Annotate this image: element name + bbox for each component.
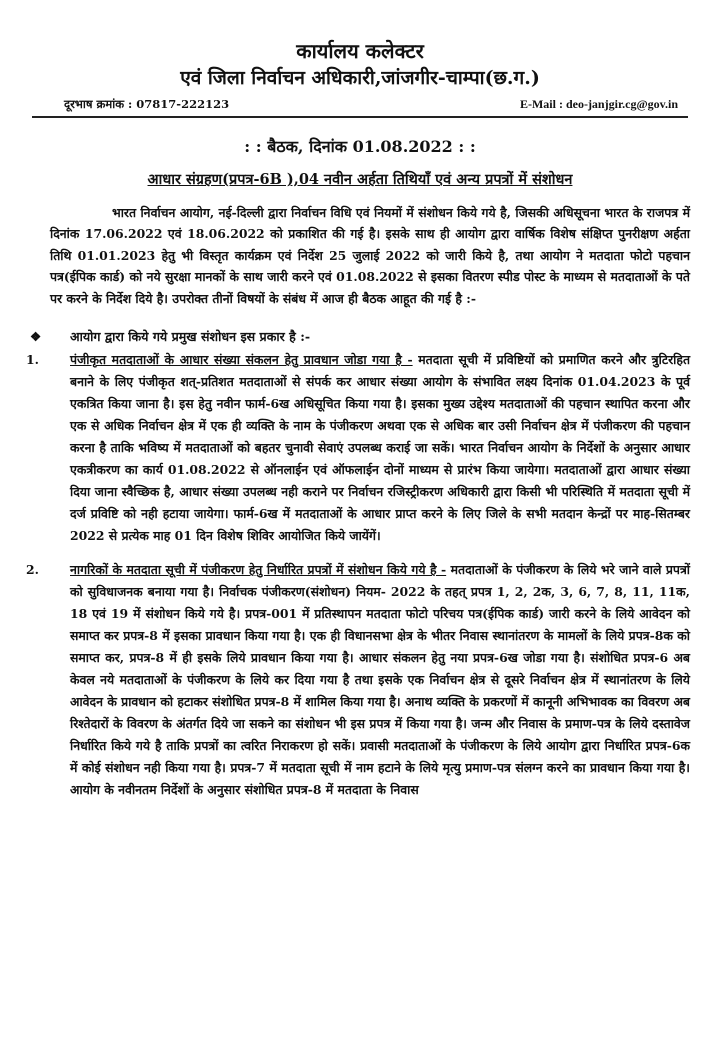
diamond-bullet-icon: ❖ bbox=[30, 329, 42, 345]
subject-line: आधार संग्रहण(प्रपत्र-6B ),04 नवीन अर्हता तिथियाँ एवं अन्य प्रपत्रों में संशोधन bbox=[147, 171, 573, 188]
point-lead: नागरिकों के मतदाता सूची में पंजीकरण हेतु निर्धारित प्रपत्रों में संशोधन किये गये है - bbox=[70, 562, 447, 578]
amendment-point-2 bbox=[22, 559, 698, 801]
amendments-heading-text: आयोग द्वारा किये गये प्रमुख संशोधन इस प्रकार है :- bbox=[70, 329, 311, 345]
point-number: 2. bbox=[26, 562, 39, 578]
header-divider bbox=[32, 116, 688, 118]
point-lead: पंजीकृत मतदाताओं के आधार संख्या संकलन हेतु प्रावधान जोडा गया है - bbox=[70, 352, 413, 368]
intro-paragraph: भारत निर्वाचन आयोग, नई-दिल्ली द्वारा निर्वाचन विधि एवं नियमों में संशोधन किये गये है, जिसकी अधिसूचना भारत के राजपत्र में दिनांक 17.06.2022 एवं 18.06.2022 को प्रकाशित की गई है। इसके साथ ही आयोग द्वारा वार्षिक विशेष संक्षिप्त पुनरीक्षण अर्हता तिथि 01.01.2023 हेतु भी विस्तृत कार्यक्रम एवं निर्देश 25 जुलाई 2022 को जारी किये है, तथा आयोग ने मतदाता फोटो पहचान पत्र(ईपिक कार्ड) को नये सुरक्षा मानकों के साथ जारी करने एवं 01.08.2022 से इसका वितरण स्पीड पोस्ट के माध्यम से मतदाताओं के पते पर करने के निर्देश दिये है। उपरोक्त तीनों विषयों के संबंध में आज ही बैठक आहूत की गई है :- bbox=[50, 205, 690, 306]
office-title: कार्यालय कलेक्टर bbox=[296, 39, 424, 63]
point-text: मतदाता सूची में प्रविष्टियों को प्रमाणित करने और त्रुटिरहित बनाने के लिए पंजीकृत शत्-प्रतिशत मतदाताओं से संपर्क कर आधार संख्या आयोग के संभावित लक्ष्य दिनांक 01.04.2023 के पूर्व एकत्रित किया जाना है। इस हेतु नवीन फार्म-6ख अधिसूचित किया गया है। इसका मुख्य उद्देश्य मतदाताओं की पहचान स्थापित करना और एक से अधिक निर्वाचन क्षेत्र में एक ही व्यक्ति के नाम के पंजीकरण अथवा एक से अधिक बार उसी निर्वाचन क्षेत्र में पंजीकरण की पहचान करना है ताकि भविष्य में मतदाताओं को बहतर चुनावी सेवाएं उपलब्ध कराई जा सकें। भारत निर्वाचन आयोग के निर्देशों के अनुसार आधार एकत्रीकरण का कार्य 01.08.2022 से ऑनलाईन एवं ऑफलाईन दोनों माध्यम से प्रारंभ किया जायेगा। मतदाताओं द्वारा आधार संख्या दिया जाना स्वैच्छिक है, आधार संख्या उपलब्ध नही कराने पर निर्वाचन रजिस्ट्रीकरण अधिकारी द्वारा किसी भी परिस्थिति में मतदाता सूची में दर्ज प्रविष्टि को नही हटाया जायेगा। फार्म-6ख में मतदाताओं के आधार प्राप्त करने के लिए जिले के सभी मतदान केन्द्रों पर माह-सितम्बर 2022 से प्रत्येक माह 01 दिन विशेष शिविर आयोजित किये जायेंगें। bbox=[70, 352, 691, 544]
point-text: मतदाताओं के पंजीकरण के लिये भरे जाने वाले प्रपत्रों को सुविधाजनक बनाया गया है। निर्वाचक पंजीकरण(संशोधन) नियम- 2022 के तहत् प्रपत्र 1, 2, 2क, 3, 6, 7, 8, 11, 11क, 18 एवं 19 में संशोधन किये गये है। प्रपत्र-001 में प्रतिस्थापन मतदाता फोटो परिचय पत्र(ईपिक कार्ड) जारी करने के लिये आवेदन को समाप्त कर प्रपत्र-8 में इसका प्रावधान किया गया है। एक ही विधानसभा क्षेत्र के भीतर निवास स्थानांतरण के मामलों के लिये प्रपत्र-8क को समाप्त कर, प्रपत्र-8 में ही इसके लिये प्रावधान किया गया है। आधार संकलन हेतु नया प्रपत्र-6ख जोडा गया है। संशोधित प्रपत्र-6 अब केवल नये मतदाताओं के पंजीकरण के लिये कर दिया गया है तथा इसके एक निर्वाचन क्षेत्र से दूसरे निर्वाचन क्षेत्र में स्थानांतरण के लिये आवेदन के प्रावधान को हटाकर संशोधित प्रपत्र-8 में शामिल किया गया है। अनाथ व्यक्ति के प्रकरणों में कानूनी अभिभावक का विवरण अब रिश्तेदारों के विवरण के अंतर्गत दिये जा सकने का संशोधन भी इस प्रपत्र में किया गया है। जन्म और निवास के प्रमाण-पत्र के लिये दस्तावेज निर्धारित किये गये है ताकि प्रपत्रों का त्वरित निराकरण हो सकें। प्रवासी मतदाताओं के पंजीकरण के लिये आयोग द्वारा निर्धारित प्रपत्र-6क में कोई संशोधन नही किया गया है। प्रपत्र-7 में मतदाता सूची में नाम हटाने के लिये मृत्यु प्रमाण-पत्र संलग्न करने का प्रावधान किया गया है। आयोग के नवीनतम निर्देशों के अनुसार संशोधित प्रपत्र-8 में मतदाता के निवास bbox=[70, 562, 690, 798]
contact-row bbox=[22, 92, 698, 112]
phone-number: दूरभाष क्रमांक : 07817-222123 bbox=[64, 97, 230, 111]
email-address: E-Mail : deo-janjgir.cg@gov.in bbox=[519, 97, 678, 111]
meeting-heading: : : बैठक, दिनांक 01.08.2022 : : bbox=[244, 137, 476, 156]
amendments-heading bbox=[22, 327, 698, 347]
point-body bbox=[70, 349, 698, 547]
point-body bbox=[70, 559, 698, 801]
office-subtitle: एवं जिला निर्वाचन अधिकारी,जांजगीर-चाम्पा(छ.ग.) bbox=[180, 67, 540, 89]
point-number: 1. bbox=[26, 352, 39, 368]
amendment-point-1 bbox=[22, 349, 698, 547]
